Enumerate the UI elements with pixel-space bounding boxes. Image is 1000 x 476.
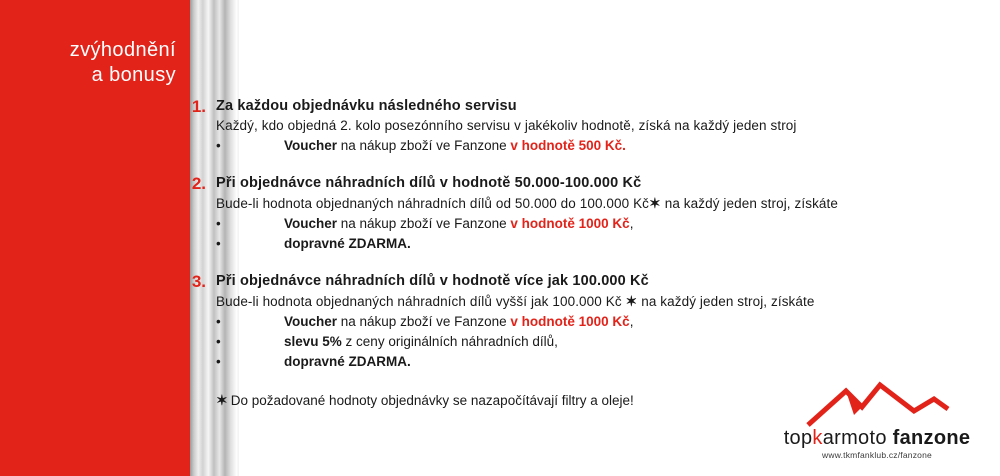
benefit-bullet-list bbox=[216, 214, 980, 254]
bullet-marker: • bbox=[216, 354, 221, 369]
bullet-marker: • bbox=[216, 236, 221, 251]
benefit-number: 3. bbox=[191, 272, 206, 291]
benefit-subtext bbox=[216, 193, 980, 214]
logo-name-part2: ar bbox=[822, 427, 842, 449]
logo-name-part1: top bbox=[783, 427, 813, 449]
logo-name-bold: fanzone bbox=[892, 427, 971, 449]
benefit-number: 1. bbox=[191, 97, 206, 116]
benefit-subtext: Každý, kdo objedná 2. kolo posezónního servisu v jakékoliv hodnotě, získá na každý jeden stroj bbox=[216, 118, 797, 133]
panel-title-line1: zvýhodnění bbox=[69, 39, 176, 61]
list-item bbox=[216, 352, 980, 372]
bullet-marker: • bbox=[216, 334, 221, 349]
list-item bbox=[216, 214, 980, 234]
benefit-body bbox=[216, 173, 980, 254]
bullet-text-highlight: v hodnotě 1000 Kč bbox=[510, 216, 630, 231]
bullet-text-bold: dopravné ZDARMA. bbox=[284, 354, 411, 369]
logo-url: www.tkmfanklub.cz/fanzone bbox=[822, 450, 932, 460]
bullet-text: na nákup zboží ve Fanzone bbox=[337, 216, 511, 231]
benefit-heading: Za každou objednávku následného servisu bbox=[216, 98, 517, 114]
benefit-subtext-part: Bude-li hodnota objednaných náhradních dílů od 50.000 do 100.000 Kč bbox=[216, 196, 650, 211]
list-item bbox=[216, 332, 980, 352]
bullet-text-highlight: v hodnotě 500 Kč. bbox=[510, 138, 626, 153]
list-item bbox=[216, 234, 980, 254]
benefit-subtext-part: na každý jeden stroj, získáte bbox=[660, 196, 838, 211]
footnote-text: Do požadované hodnoty objednávky se nazapočítávají filtry a oleje! bbox=[230, 393, 634, 408]
benefit-heading: Při objednávce náhradních dílů v hodnotě více jak 100.000 Kč bbox=[216, 273, 649, 289]
footnote-star-icon: ✶ bbox=[216, 392, 228, 408]
benefit-number: 2. bbox=[191, 174, 206, 193]
panel-title bbox=[0, 38, 190, 88]
logo-name-accent: k bbox=[812, 427, 823, 449]
benefit-subtext-part: Bude-li hodnota objednaných náhradních dílů vyšší jak 100.000 Kč bbox=[216, 294, 626, 309]
bullet-text-bold: dopravné ZDARMA. bbox=[284, 236, 411, 251]
benefit-block bbox=[150, 173, 980, 254]
benefit-subtext bbox=[216, 291, 980, 312]
logo-wordmark bbox=[772, 427, 982, 449]
mountain-mark-icon bbox=[772, 381, 982, 427]
bullet-text-bold: slevu 5% bbox=[284, 334, 342, 349]
bullet-text-bold: Voucher bbox=[284, 314, 338, 329]
footnote-star-icon: ✶ bbox=[649, 195, 661, 211]
bullet-text: na nákup zboží ve Fanzone bbox=[337, 138, 511, 153]
benefit-bullet-list bbox=[216, 136, 980, 156]
footnote-star-icon: ✶ bbox=[625, 293, 638, 309]
benefit-block bbox=[150, 96, 980, 156]
bullet-text: , bbox=[629, 216, 634, 231]
benefit-bullet-list bbox=[216, 312, 980, 372]
bullet-text: na nákup zboží ve Fanzone bbox=[337, 314, 511, 329]
benefit-subtext-part: na každý jeden stroj, získáte bbox=[637, 294, 815, 309]
list-item bbox=[216, 312, 980, 332]
brand-logo bbox=[772, 381, 982, 460]
benefit-heading: Při objednávce náhradních dílů v hodnotě 50.000-100.000 Kč bbox=[216, 175, 642, 191]
benefit-body bbox=[216, 271, 980, 372]
bullet-text-bold: Voucher bbox=[284, 138, 338, 153]
panel-title-line2: a bonusy bbox=[91, 64, 176, 86]
bullet-marker: • bbox=[216, 314, 221, 329]
bullet-marker: • bbox=[216, 216, 221, 231]
bullet-text-highlight: v hodnotě 1000 Kč bbox=[510, 314, 630, 329]
benefit-body bbox=[216, 96, 980, 156]
bullet-text: , bbox=[629, 314, 634, 329]
bullet-text: z ceny originálních náhradních dílů, bbox=[341, 334, 558, 349]
logo-name-part3: moto bbox=[841, 427, 887, 449]
benefit-block bbox=[150, 271, 980, 372]
bullet-text-bold: Voucher bbox=[284, 216, 338, 231]
bullet-marker: • bbox=[216, 138, 221, 153]
list-item bbox=[216, 136, 980, 156]
